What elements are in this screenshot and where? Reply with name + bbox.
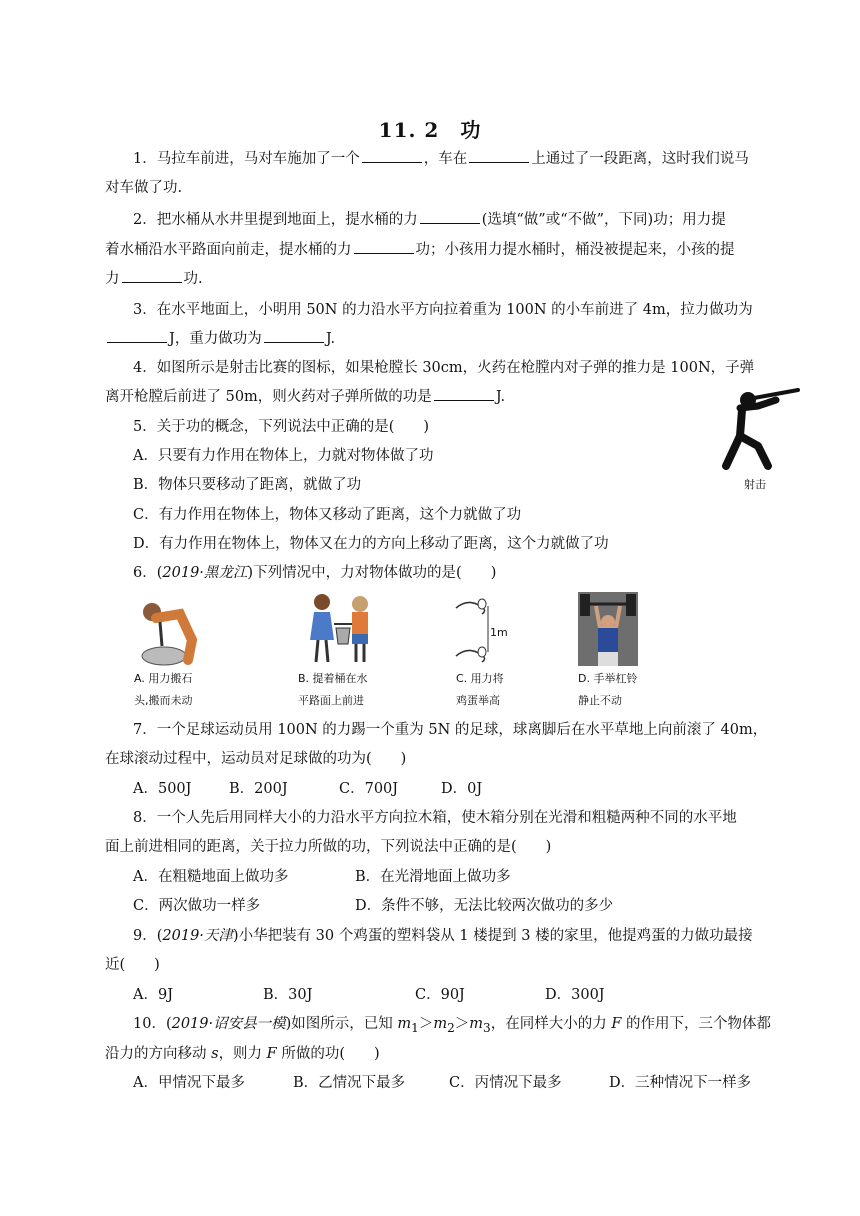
answer-blank[interactable] bbox=[122, 268, 182, 283]
q2-text-f: 功. bbox=[183, 271, 203, 287]
subscript: 2 bbox=[447, 1020, 455, 1035]
q1-text-a: 1．马拉车前进，马对车施加了一个 bbox=[133, 151, 360, 167]
question-10-line-2 bbox=[105, 1043, 380, 1065]
q6-caption-b-line-1: B. 提着桶在水 bbox=[298, 672, 368, 685]
q10-pre: 10．( bbox=[133, 1016, 172, 1032]
q9-source: 2019·天津 bbox=[162, 928, 233, 944]
q8-options-row-2 bbox=[133, 895, 613, 917]
q1-text-c: 上通过了一段距离，这时我们说马 bbox=[531, 151, 749, 167]
answer-blank[interactable] bbox=[362, 148, 422, 163]
question-1-line-2: 对车做了功. bbox=[105, 180, 183, 196]
q10-option-a[interactable]: A．甲情况下最多 bbox=[133, 1075, 245, 1091]
q7-option-c[interactable]: C．700J bbox=[339, 781, 399, 797]
q6-image-d bbox=[578, 592, 638, 666]
greater-than: ＞ bbox=[454, 1016, 470, 1032]
q10-option-c[interactable]: C．丙情况下最多 bbox=[449, 1075, 562, 1091]
question-3-line-2 bbox=[105, 328, 335, 350]
force-symbol: F bbox=[611, 1016, 622, 1032]
q7-options bbox=[133, 778, 482, 800]
q3-text-b: J，重力做功为 bbox=[169, 331, 262, 347]
q6-caption-c-line-2: 鸡蛋举高 bbox=[456, 694, 500, 707]
question-1-line-1 bbox=[133, 148, 749, 170]
q9-option-a[interactable]: A．9J bbox=[133, 987, 174, 1003]
mass-symbol: m bbox=[397, 1016, 412, 1032]
question-9-line-2: 近( ) bbox=[105, 957, 160, 973]
mass-symbol: m bbox=[469, 1016, 484, 1032]
shooting-pictogram bbox=[718, 386, 800, 490]
question-2-line-1 bbox=[133, 209, 726, 231]
q10-source: 2019·诏安县一模 bbox=[171, 1016, 286, 1032]
q9-options bbox=[133, 984, 605, 1006]
q10-options bbox=[133, 1072, 751, 1094]
q6-pre: 6．( bbox=[133, 565, 163, 581]
q7-option-d[interactable]: D．0J bbox=[441, 781, 483, 797]
shooting-icon bbox=[718, 386, 800, 472]
q4-text-c: J. bbox=[495, 389, 506, 405]
q10-b1: 沿力的方向移动 bbox=[105, 1046, 212, 1062]
question-10-line-1 bbox=[133, 1013, 771, 1039]
q10-option-d[interactable]: D．三种情况下一样多 bbox=[609, 1075, 752, 1091]
subscript: 3 bbox=[483, 1020, 491, 1035]
answer-blank[interactable] bbox=[434, 386, 494, 401]
q3-text-c: J. bbox=[325, 331, 336, 347]
subscript: 1 bbox=[411, 1020, 419, 1035]
question-2-line-2 bbox=[105, 239, 735, 261]
height-label: 1m bbox=[490, 626, 508, 639]
q2-text-d: 功；小孩用力提水桶时，桶没被提起来，小孩的提 bbox=[415, 242, 735, 258]
question-6-stem bbox=[133, 562, 496, 584]
q6-caption-d-line-2: 静止不动 bbox=[578, 694, 622, 707]
greater-than: ＞ bbox=[418, 1016, 434, 1032]
q9-option-d[interactable]: D．300J bbox=[545, 987, 605, 1003]
distance-symbol: s bbox=[211, 1046, 219, 1062]
q7-option-b[interactable]: B．200J bbox=[229, 781, 288, 797]
question-4-line-1: 4．如图所示是射击比赛的图标，如果枪膛长 30cm，火药在枪膛内对子弹的推力是 100N，子弹 bbox=[133, 360, 755, 376]
answer-blank[interactable] bbox=[420, 209, 480, 224]
q10-b2: ，则力 bbox=[218, 1046, 267, 1062]
q4-text-b: 离开枪膛后前进了 50m，则火药对子弹所做的功是 bbox=[105, 389, 432, 405]
q5-option-b[interactable]: B．物体只要移动了距离，就做了功 bbox=[133, 477, 362, 493]
q2-text-a: 2．把水桶从水井里提到地面上，提水桶的力 bbox=[133, 212, 418, 228]
q5-option-c[interactable]: C．有力作用在物体上，物体又移动了距离，这个力就做了功 bbox=[133, 507, 522, 523]
q8-options-row-1 bbox=[133, 866, 511, 888]
answer-blank[interactable] bbox=[264, 328, 324, 343]
q8-option-c[interactable]: C．两次做功一样多 bbox=[133, 898, 261, 914]
q8-option-a[interactable]: A．在粗糙地面上做功多 bbox=[133, 869, 289, 885]
q6-image-b bbox=[290, 592, 390, 666]
q2-text-e: 力 bbox=[105, 271, 120, 287]
q9-option-c[interactable]: C．90J bbox=[415, 987, 465, 1003]
page-title: 11. 2 功 bbox=[378, 118, 482, 142]
q6-caption-a-line-1: A. 用力搬石 bbox=[134, 672, 193, 685]
q5-option-d[interactable]: D．有力作用在物体上，物体又在力的方向上移动了距离，这个力就做了功 bbox=[133, 536, 609, 552]
q8-option-b[interactable]: B．在光滑地面上做功多 bbox=[355, 869, 511, 885]
q9-pre: 9．( bbox=[133, 928, 163, 944]
mass-symbol: m bbox=[433, 1016, 448, 1032]
question-2-line-3 bbox=[105, 268, 203, 290]
question-7-line-2: 在球滚动过程中，运动员对足球做的功为( ) bbox=[105, 751, 407, 767]
shooting-caption: 射击 bbox=[744, 478, 766, 491]
question-5-stem: 5．关于功的概念，下列说法中正确的是( ) bbox=[133, 419, 430, 435]
q10-post: ，在同样大小的力 bbox=[490, 1016, 612, 1032]
force-symbol: F bbox=[266, 1046, 277, 1062]
q10-option-b[interactable]: B．乙情况下最多 bbox=[293, 1075, 406, 1091]
q6-image-a bbox=[130, 594, 210, 666]
q9-post: )小华把装有 30 个鸡蛋的塑料袋从 1 楼提到 3 楼的家里，他提鸡蛋的力做功最接 bbox=[232, 928, 753, 944]
question-4-line-2 bbox=[105, 386, 505, 408]
q6-caption-a-line-2: 头,搬而未动 bbox=[134, 694, 193, 707]
question-9-line-1 bbox=[133, 925, 753, 947]
q5-option-a[interactable]: A．只要有力作用在物体上，力就对物体做了功 bbox=[133, 448, 434, 464]
q6-source: 2019·黑龙江 bbox=[162, 565, 248, 581]
answer-blank[interactable] bbox=[469, 148, 529, 163]
q10-post2: 的作用下，三个物体都 bbox=[621, 1016, 771, 1032]
q1-text-b: ，车在 bbox=[423, 151, 468, 167]
q9-option-b[interactable]: B．30J bbox=[263, 987, 313, 1003]
answer-blank[interactable] bbox=[354, 239, 414, 254]
question-8-line-1: 8．一个人先后用同样大小的力沿水平方向拉木箱，使木箱分别在光滑和粗糙两种不同的水平地 bbox=[133, 810, 737, 826]
q6-image-c bbox=[452, 594, 514, 666]
q7-option-a[interactable]: A．500J bbox=[133, 781, 192, 797]
question-8-line-2: 面上前进相同的距离，关于拉力所做的功，下列说法中正确的是( ) bbox=[105, 839, 552, 855]
q6-caption-c-line-1: C. 用力将 bbox=[456, 672, 504, 685]
q10-b3: 所做的功( ) bbox=[276, 1046, 380, 1062]
q8-option-d[interactable]: D．条件不够，无法比较两次做功的多少 bbox=[355, 898, 614, 914]
question-7-line-1: 7．一个足球运动员用 100N 的力踢一个重为 5N 的足球，球离脚后在水平草地上向前滚了 40m， bbox=[133, 722, 768, 738]
q6-caption-b-line-2: 平路面上前进 bbox=[298, 694, 364, 707]
q2-text-b: (选填“做”或“不做”，下同)功；用力提 bbox=[481, 212, 726, 228]
answer-blank[interactable] bbox=[107, 328, 167, 343]
question-3-line-1: 3．在水平地面上，小明用 50N 的力沿水平方向拉着重为 100N 的小车前进了 4m，拉力做功为 bbox=[133, 302, 753, 318]
q6-post: )下列情况中，力对物体做功的是( ) bbox=[247, 565, 497, 581]
q2-text-c: 着水桶沿水平路面向前走，提水桶的力 bbox=[105, 242, 352, 258]
q10-mid: )如图所示，已知 bbox=[285, 1016, 398, 1032]
q6-caption-d-line-1: D. 手举杠铃 bbox=[578, 672, 638, 685]
